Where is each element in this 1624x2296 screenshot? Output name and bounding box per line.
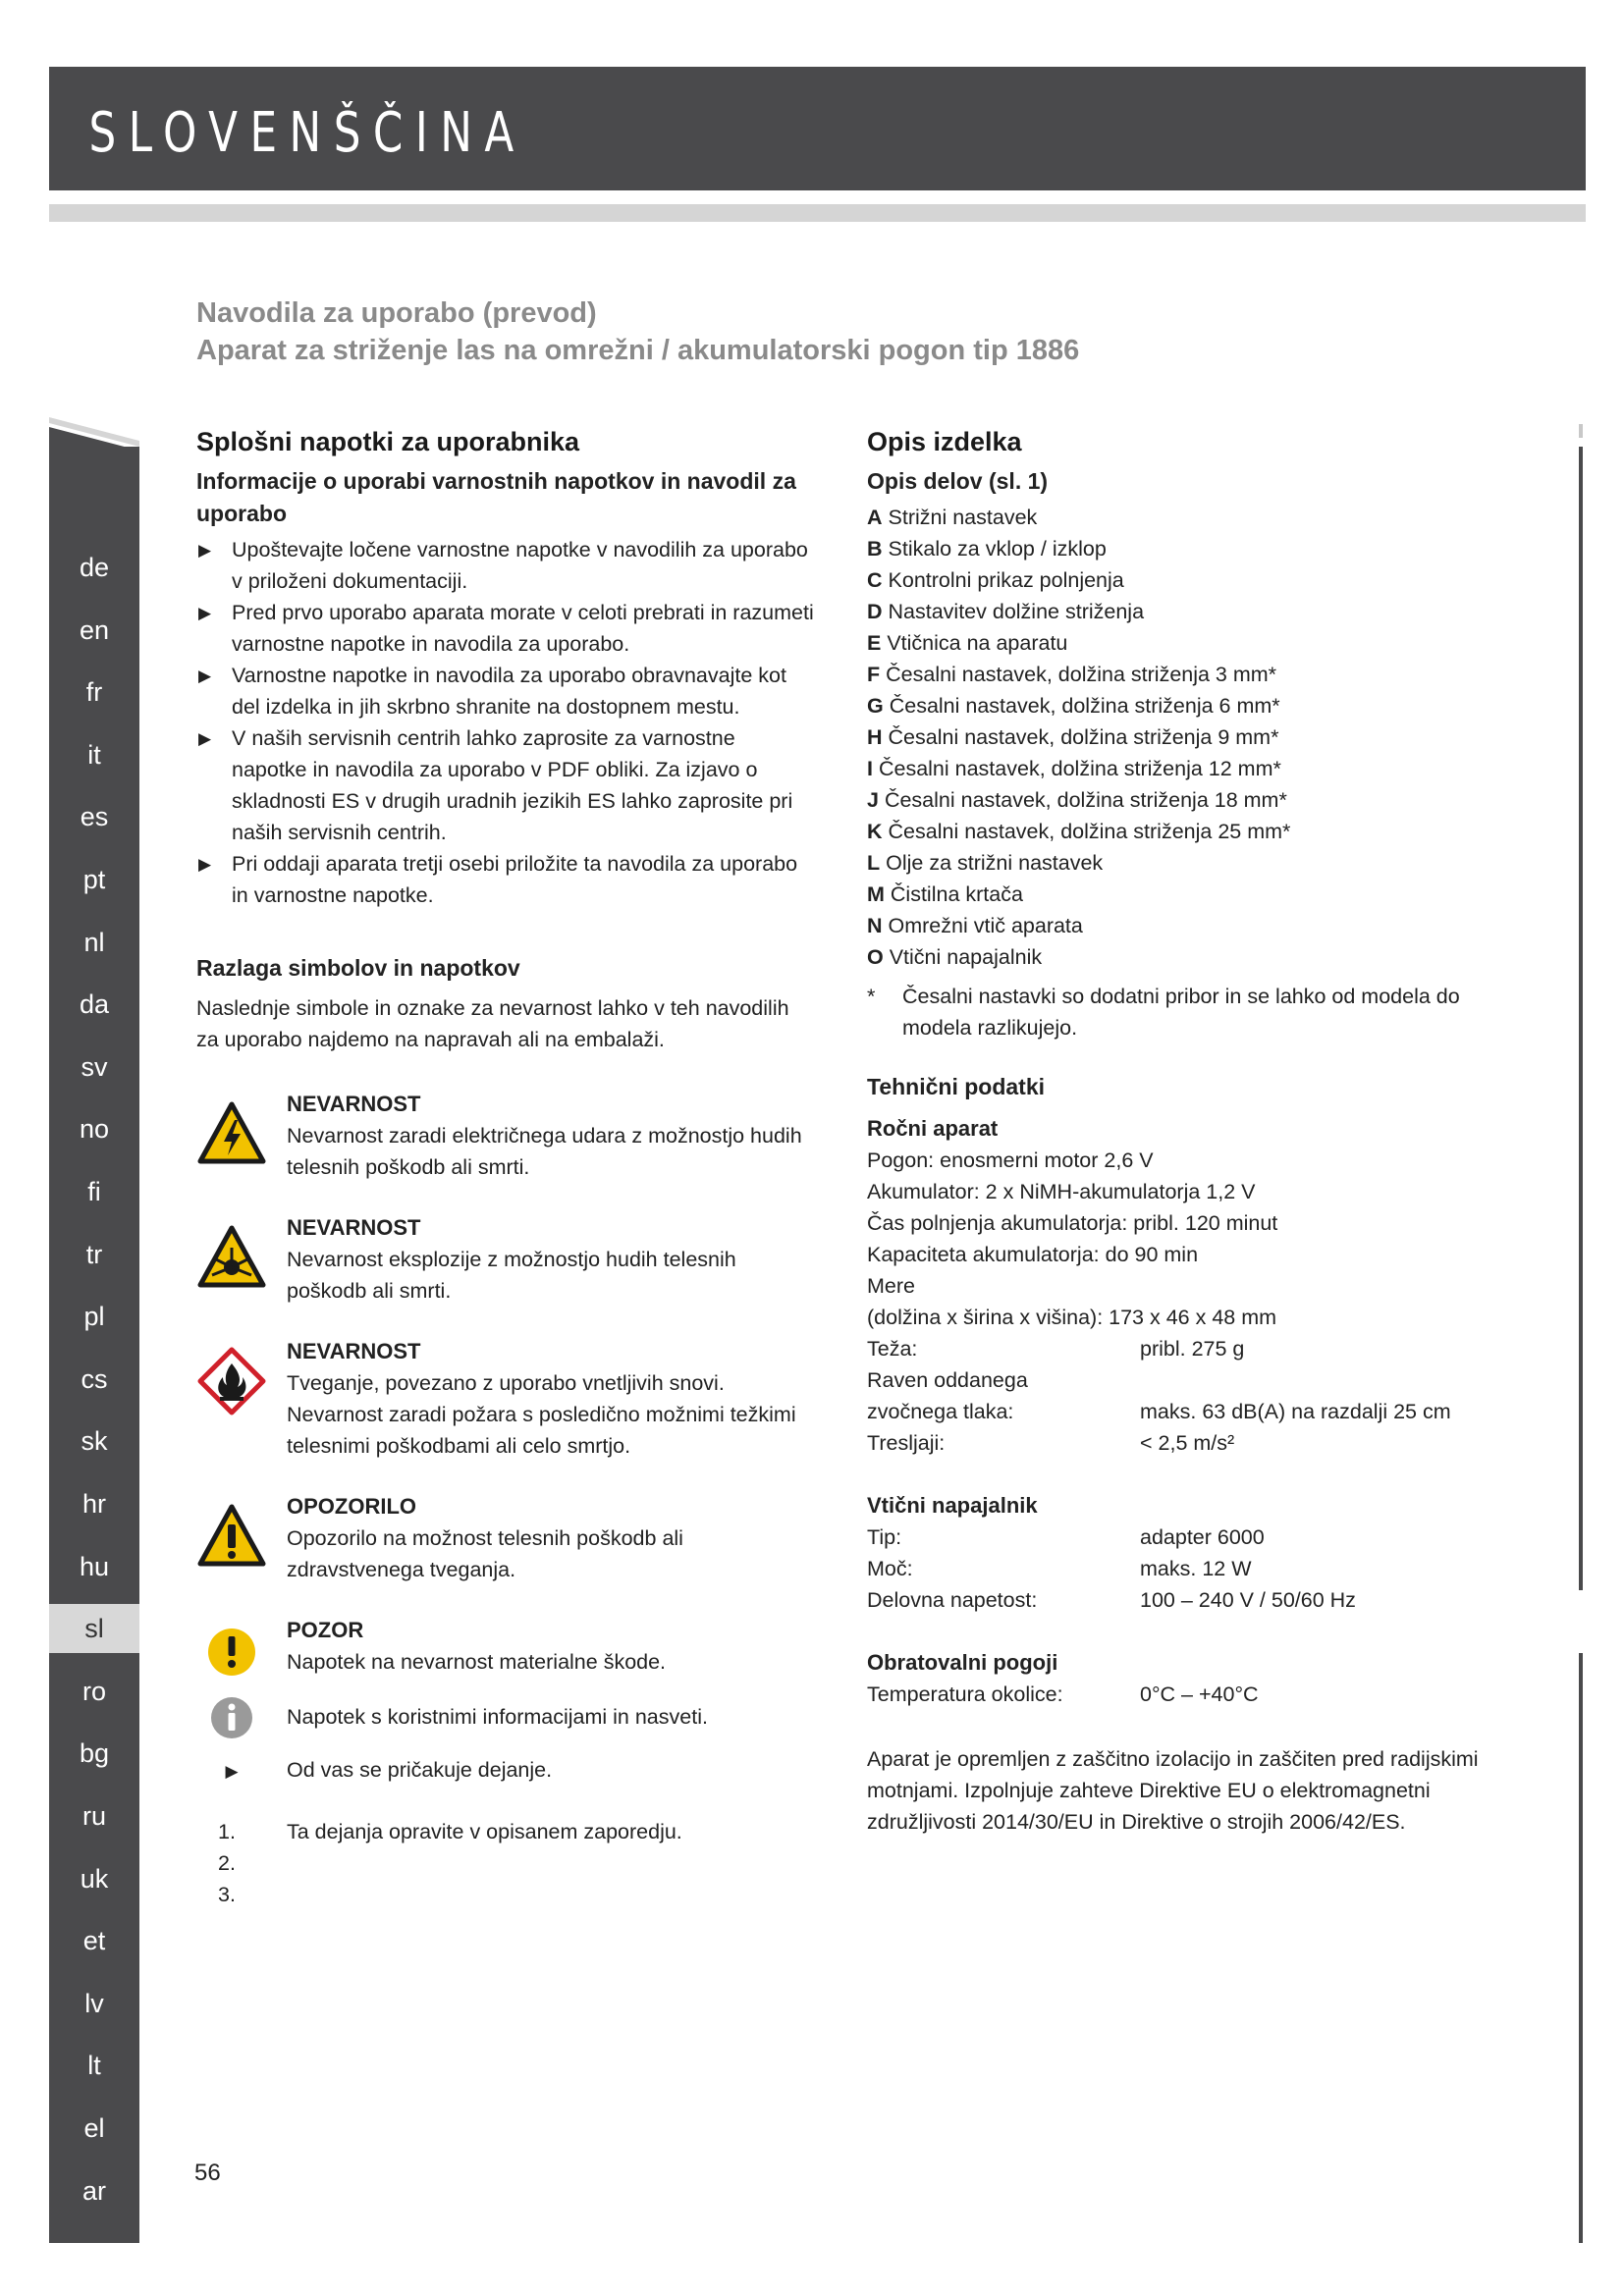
symbol-caution — [196, 1615, 815, 1678]
left-column — [196, 422, 815, 1906]
language-tab-lv[interactable]: lv — [84, 1988, 104, 2018]
parts-list — [867, 502, 1505, 973]
closing-paragraph: Aparat je opremljen z zaščitno izolacijo in zaščiten pred radijskimi motnjami. Izpolnjuje zahteve Direktive EU o elektromagnetni združljivosti 2014/30/EU in Direktive o strojih 2006/42/ES. — [867, 1747, 1479, 1834]
caution-icon — [196, 1617, 267, 1687]
language-tab-ro[interactable]: ro — [81, 1676, 106, 1706]
list-item: C Kontrolni prikaz polnjenja — [867, 568, 1124, 592]
language-tab-no[interactable]: no — [79, 1114, 110, 1145]
list-item: ▶ Pri oddaji aparata tretji osebi priložite ta navodila za uporabo in varnostne napotke. — [196, 848, 815, 911]
language-tab-da[interactable]: da — [79, 989, 110, 1020]
general-subheading: Informacije o uporabi varnostnih napotkov in navodil za uporabo — [196, 468, 796, 526]
list-item: N Omrežni vtič aparata — [867, 914, 1083, 937]
language-tab-ru[interactable]: ru — [81, 1801, 106, 1831]
bullet-triangle-icon: ▶ — [198, 855, 212, 874]
symbol-electric-hazard — [196, 1089, 815, 1183]
language-tab-pl[interactable]: pl — [83, 1302, 105, 1332]
language-tab-tr[interactable]: tr — [85, 1239, 103, 1269]
language-tab-bg[interactable]: bg — [79, 1738, 110, 1769]
accessory-note — [867, 981, 1505, 1043]
list-item: O Vtični napajalnik — [867, 945, 1043, 969]
spec-line: Mere — [867, 1274, 915, 1298]
spec-row: Tresljaji: < 2,5 m/s² — [867, 1431, 1235, 1455]
action-triangle-icon: ▶ — [225, 1762, 239, 1781]
handheld-specs — [867, 1145, 1505, 1459]
spec-row: Temperatura okolice: 0°C – +40°C — [867, 1682, 1259, 1706]
list-item: B Stikalo za vklop / izklop — [867, 537, 1107, 561]
language-tab-nl[interactable]: nl — [83, 927, 105, 957]
spec-row: Tip: adapter 6000 — [867, 1525, 1265, 1549]
language-tab-en[interactable]: en — [79, 614, 110, 645]
steps-text: Ta dejanja opravite v opisanem zaporedju. — [287, 1820, 682, 1843]
spec-row: Raven oddanega — [867, 1368, 1028, 1392]
language-tab-sk[interactable]: sk — [81, 1426, 108, 1457]
warning-icon — [196, 1501, 267, 1572]
list-item: ▶ Pred prvo uporabo aparata morate v celoti prebrati in razumeti varnostne napotke in navodila za uporabo. — [196, 597, 815, 660]
list-item: F Česalni nastavek, dolžina striženja 3 mm* — [867, 663, 1277, 686]
symbol-keyword: NEVARNOST — [287, 1339, 421, 1363]
list-item: ▶ Varnostne napotke in navodila za uporabo obravnavajte kot del izdelka in jih skrbno shranite na dostopnem mestu. — [196, 660, 815, 722]
spec-row: zvočnega tlaka: maks. 63 dB(A) na razdalji 25 cm — [867, 1400, 1451, 1423]
symbol-keyword: POZOR — [287, 1618, 364, 1642]
list-item: I Česalni nastavek, dolžina striženja 12 mm* — [867, 757, 1281, 780]
list-item: K Česalni nastavek, dolžina striženja 25 mm* — [867, 820, 1291, 843]
symbol-text: Tveganje, povezano z uporabo vnetljivih snovi. Nevarnost zaradi požara s posledično možnimi težkimi telesnimi poškodbami ali celo smrtjo. — [287, 1371, 796, 1458]
symbol-text: Napotek na nevarnost materialne škode. — [287, 1650, 667, 1674]
spec-row: Delovna napetost: 100 – 240 V / 50/60 Hz — [867, 1588, 1356, 1612]
list-item: M Čistilna krtača — [867, 882, 1023, 906]
spec-line: (dolžina x širina x višina): 173 x 46 x 48 mm — [867, 1306, 1277, 1329]
note-text: Česalni nastavki so dodatni pribor in se lahko od modela do modela razlikujejo. — [902, 985, 1460, 1040]
symbol-steps — [196, 1816, 815, 1906]
symbol-text: Nevarnost zaradi električnega udara z možnostjo hudih telesnih poškodb ali smrti. — [287, 1124, 802, 1179]
language-tab-it[interactable]: it — [87, 739, 101, 770]
page-number: 56 — [194, 2160, 221, 2186]
spec-line: Pogon: enosmerni motor 2,6 V — [867, 1148, 1154, 1172]
language-tab-hu[interactable]: hu — [79, 1551, 110, 1581]
spec-line: Čas polnjenja akumulatorja: pribl. 120 minut — [867, 1211, 1278, 1235]
parts-heading: Opis delov (sl. 1) — [867, 468, 1049, 494]
language-tab-pt[interactable]: pt — [82, 865, 106, 894]
list-item: J Česalni nastavek, dolžina striženja 18 mm* — [867, 788, 1287, 812]
language-tab-ar[interactable]: ar — [81, 2175, 106, 2206]
product-heading: Opis izdelka — [867, 427, 1022, 456]
action-text: Od vas se pričakuje dejanje. — [287, 1758, 553, 1782]
list-item: ▶ Upoštevajte ločene varnostne napotke v navodilih za uporabo v priloženi dokumentaciji. — [196, 534, 815, 597]
language-tab-sl[interactable]: sl — [49, 1604, 139, 1653]
document-title — [196, 294, 1079, 369]
right-column — [867, 422, 1505, 1838]
language-heading: SLOVENŠČINA — [88, 101, 526, 165]
document-title-line2: Aparat za striženje las na omrežni / akumulatorski pogon tip 1886 — [196, 335, 1080, 366]
list-item: G Česalni nastavek, dolžina striženja 6 mm* — [867, 694, 1280, 718]
spec-line: Akumulator: 2 x NiMH-akumulatorja 1,2 V — [867, 1180, 1256, 1203]
list-item: A Strižni nastavek — [867, 506, 1038, 529]
step-number: 1. — [218, 1820, 236, 1843]
language-tab-fr[interactable]: fr — [85, 677, 103, 708]
spec-line: Kapaciteta akumulatorja: do 90 min — [867, 1243, 1199, 1266]
right-margin-tick — [1579, 424, 1583, 438]
list-item: D Nastavitev dolžine striženja — [867, 600, 1145, 623]
symbol-flammable-hazard — [196, 1336, 815, 1462]
list-item: L Olje za strižni nastavek — [867, 851, 1104, 875]
right-margin-rule — [1579, 447, 1583, 2243]
symbol-text: Opozorilo na možnost telesnih poškodb ali zdravstvenega tveganja. — [287, 1526, 683, 1581]
language-tab-es[interactable]: es — [80, 802, 109, 832]
symbol-explosion-hazard — [196, 1212, 815, 1307]
note-asterisk: * — [867, 985, 876, 1008]
bullet-triangle-icon: ▶ — [198, 541, 212, 560]
electric-hazard-icon — [196, 1098, 267, 1169]
language-tab-sv[interactable]: sv — [81, 1051, 108, 1082]
spec-row: Moč: maks. 12 W — [867, 1557, 1252, 1580]
bullet-triangle-icon: ▶ — [198, 667, 212, 685]
technical-heading: Tehnični podatki — [867, 1074, 1046, 1099]
symbol-warning — [196, 1491, 815, 1585]
language-tab-de[interactable]: de — [79, 553, 110, 582]
list-item: H Česalni nastavek, dolžina striženja 9 mm* — [867, 725, 1279, 749]
explosion-hazard-icon — [196, 1222, 267, 1293]
operating-heading: Obratovalni pogoji — [867, 1650, 1058, 1675]
language-tab-cs[interactable]: cs — [81, 1363, 108, 1394]
bullet-triangle-icon: ▶ — [198, 604, 212, 622]
list-item: ▶ V naših servisnih centrih lahko zaprosite za varnostne napotke in navodila za uporabo v PDF obliki. Za izjavo o skladnosti ES v drugih uradnih jezikih ES lahko zaprosite pri naših servisnih centrih. — [196, 722, 815, 848]
step-number: 3. — [218, 1883, 236, 1906]
symbol-keyword: OPOZORILO — [287, 1494, 416, 1519]
header-divider — [49, 204, 1586, 222]
adapter-heading: Vtični napajalnik — [867, 1493, 1038, 1518]
info-icon — [209, 1695, 254, 1740]
symbol-action — [196, 1754, 815, 1786]
language-tab-lt[interactable]: lt — [87, 2051, 101, 2081]
language-tab-et[interactable]: et — [82, 1926, 106, 1956]
language-tab-uk[interactable]: uk — [80, 1863, 109, 1894]
language-tab-hr[interactable]: hr — [81, 1489, 106, 1519]
symbol-text: Nevarnost eksplozije z možnostjo hudih telesnih poškodb ali smrti. — [287, 1248, 736, 1303]
right-margin-gap — [1579, 1590, 1583, 1653]
adapter-specs — [867, 1522, 1505, 1616]
language-tab-el[interactable]: el — [83, 2113, 105, 2143]
document-title-line1: Navodila za uporabo (prevod) — [196, 297, 597, 329]
spec-row: Teža: pribl. 275 g — [867, 1337, 1245, 1361]
info-text: Napotek s koristnimi informacijami in nasveti. — [287, 1705, 708, 1729]
symbols-heading: Razlaga simbolov in napotkov — [196, 955, 520, 981]
language-tab-fi[interactable]: fi — [87, 1177, 101, 1206]
flammable-hazard-icon — [196, 1346, 267, 1416]
symbol-keyword: NEVARNOST — [287, 1092, 421, 1116]
general-heading: Splošni napotki za uporabnika — [196, 427, 580, 456]
symbols-intro: Naslednje simbole in oznake za nevarnost lahko v teh navodilih za uporabo najdemo na napravah ali na embalaži. — [196, 996, 789, 1051]
handheld-heading: Ročni aparat — [867, 1116, 999, 1141]
step-number: 2. — [218, 1851, 236, 1875]
bullet-triangle-icon: ▶ — [198, 729, 212, 748]
symbol-info — [196, 1695, 815, 1733]
general-bullet-list — [196, 534, 815, 911]
list-item: E Vtičnica na aparatu — [867, 631, 1068, 655]
symbol-keyword: NEVARNOST — [287, 1215, 421, 1240]
